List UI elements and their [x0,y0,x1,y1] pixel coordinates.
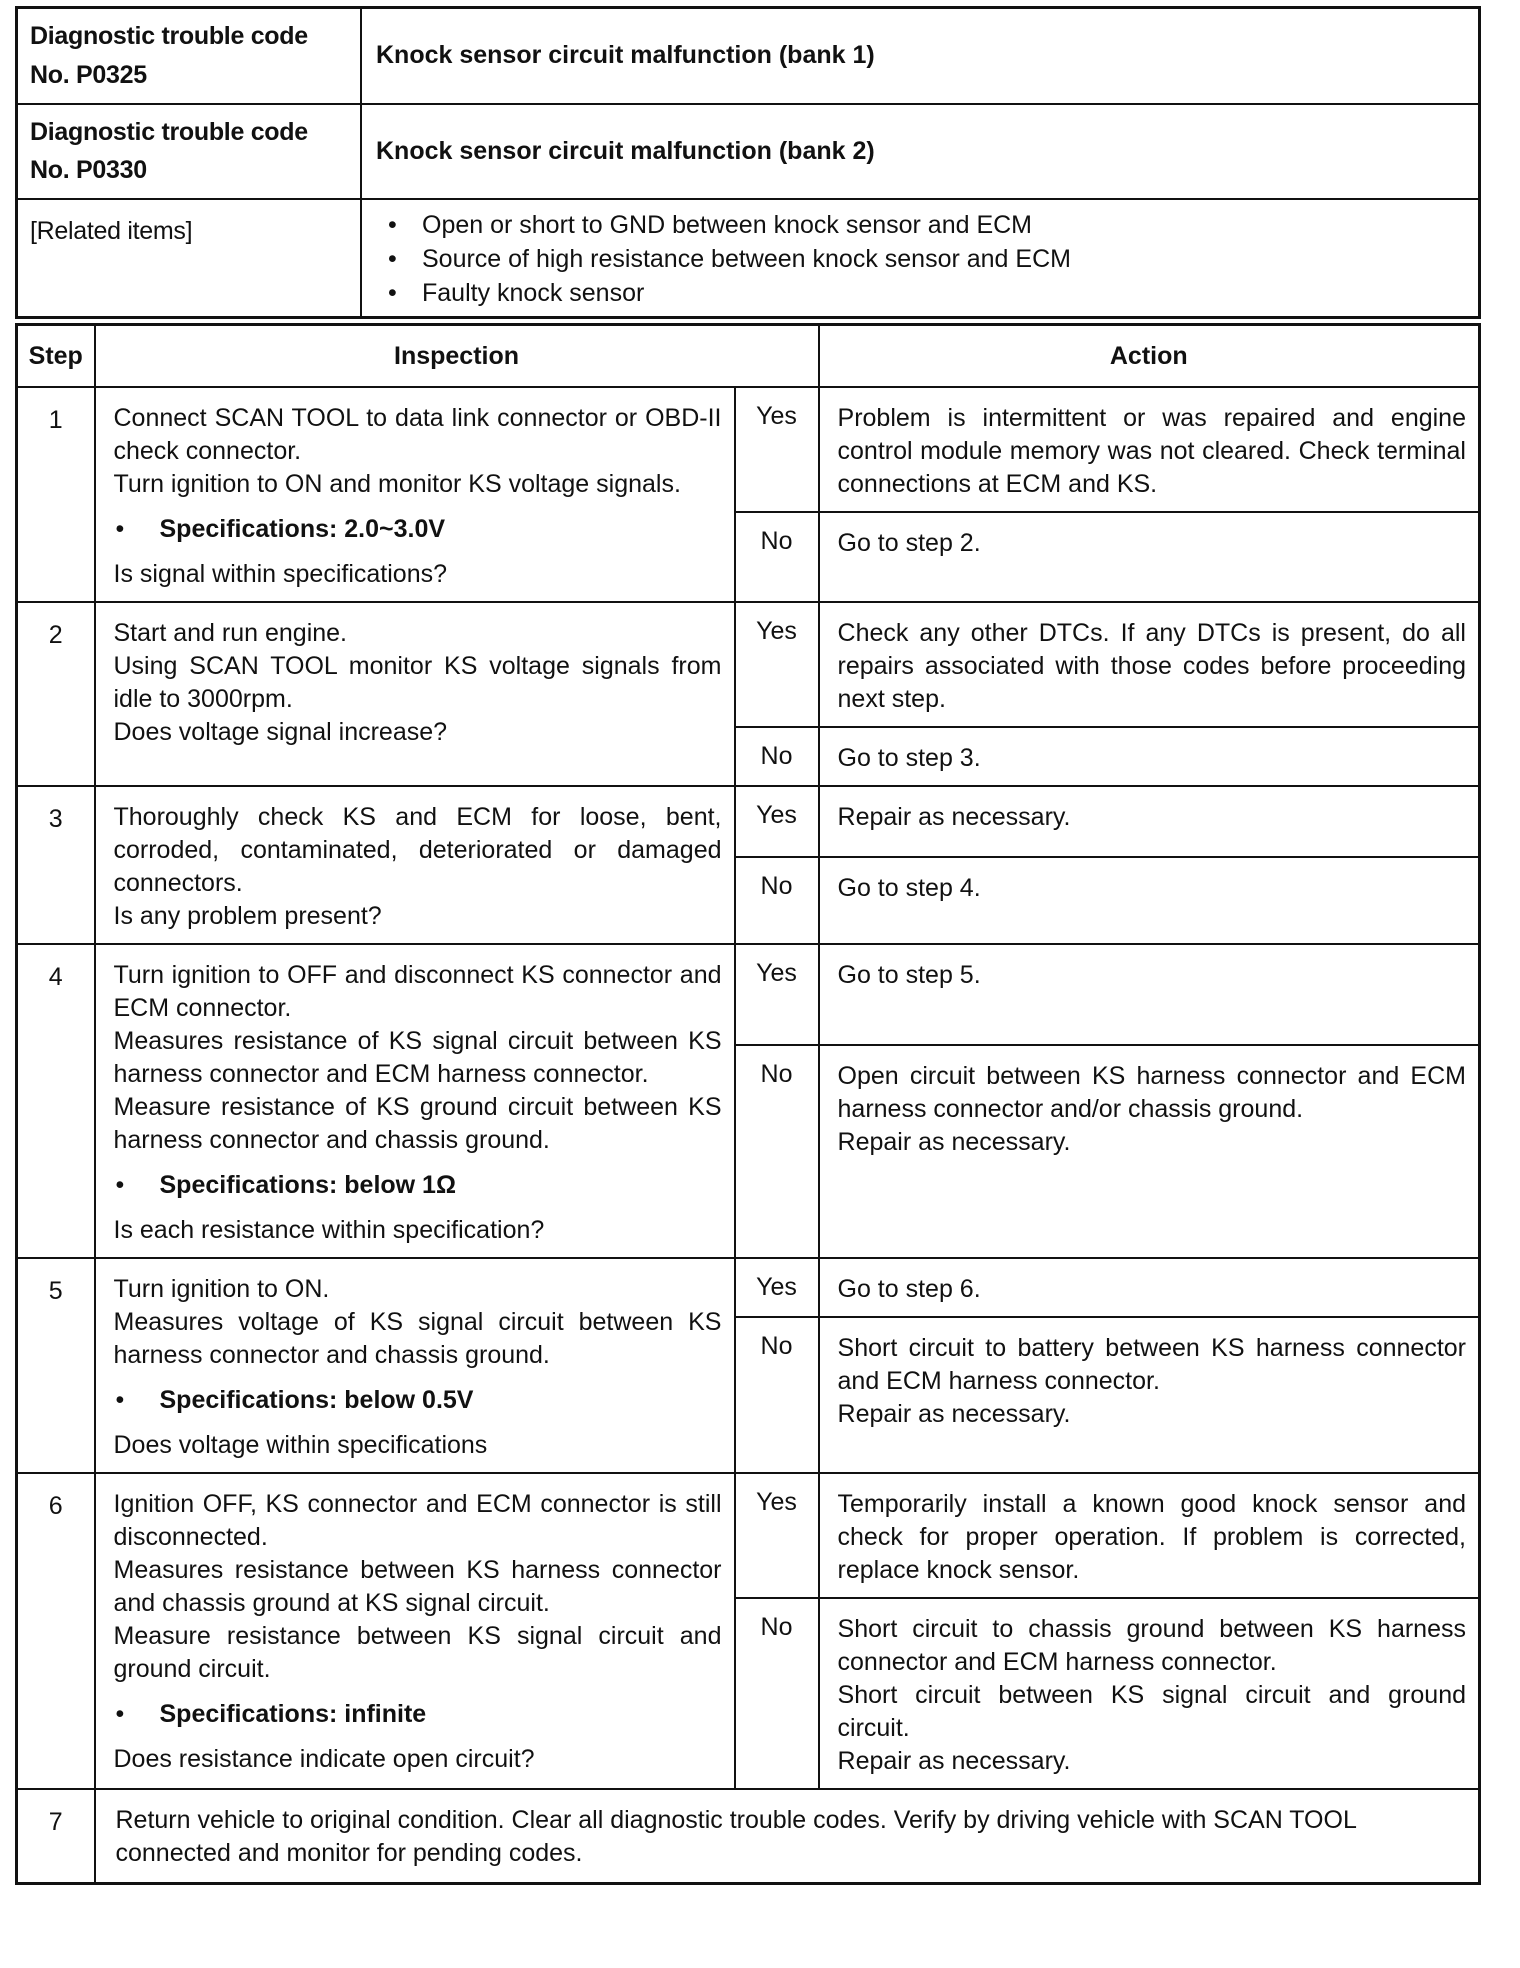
action-text: Repair as necessary. [837,1747,1071,1775]
action-text: Go to step 2. [837,529,981,557]
table-header-row [17,325,1480,388]
yes-label: Yes [735,944,819,1045]
action-text: Go to step 4. [837,874,981,902]
step-1-inspection [95,387,735,602]
inspection-question: Does resistance indicate open circuit? [113,1745,535,1773]
inspection-question: Is any problem present? [113,902,382,930]
inspection-text: Turn ignition to OFF and disconnect KS connector and ECM connector. [113,961,722,1022]
inspection-text: Connect SCAN TOOL to data link connector or OBD-II check connector. [113,404,722,465]
step-number: 3 [17,786,95,944]
related-items-list [376,208,1464,310]
yes-label: Yes [735,1473,819,1598]
step-5-yes-row [17,1258,1480,1317]
step-6-yes-row [17,1473,1480,1598]
inspection-text: Using SCAN TOOL monitor KS voltage signals from idle to 3000rpm. [113,652,722,713]
inspection-text: Turn ignition to ON and monitor KS voltage signals. [113,470,681,498]
yes-action [819,786,1480,857]
dtc-label: Diagnostic trouble code [30,117,308,146]
specification: • Specifications: below 1Ω [114,1169,722,1202]
inspection-text: Ignition OFF, KS connector and ECM connector is still disconnected. [113,1490,722,1551]
dtc-label-cell [17,104,362,200]
inspection-question: Is each resistance within specification? [113,1216,545,1244]
no-action [819,512,1480,602]
action-text: Short circuit to chassis ground between KS harness connector and ECM harness connector. [837,1615,1466,1676]
inspection-text: Measures resistance between KS harness connector and chassis ground at KS signal circuit. [113,1556,722,1617]
no-label: No [735,857,819,944]
inspection-header: Inspection [95,325,819,388]
related-items-label: [Related items] [17,199,362,318]
inspection-text: Measures resistance of KS signal circuit between KS harness connector and ECM harness connector. [113,1027,722,1088]
action-text: Repair as necessary. [837,803,1071,831]
no-action [819,1598,1480,1789]
specification: • Specifications: infinite [114,1698,722,1731]
inspection-question: Does voltage within specifications [113,1431,488,1459]
inspection-text: Measure resistance of KS ground circuit between KS harness connector and chassis ground. [113,1093,722,1154]
step-5-inspection [95,1258,735,1473]
related-item: • Open or short to GND between knock sensor and ECM [376,208,1464,242]
inspection-text: Thoroughly check KS and ECM for loose, bent, corroded, contaminated, deteriorated or damaged connectors. [113,803,722,897]
action-text: Go to step 3. [837,744,981,772]
action-text: Temporarily install a known good knock sensor and check for proper operation. If problem is corrected, replace knock sensor. [837,1490,1466,1584]
no-label: No [735,1317,819,1473]
step-6-inspection [95,1473,735,1789]
inspection-question: Does voltage signal increase? [113,718,448,746]
step-header: Step [17,325,95,388]
specification: • Specifications: 2.0~3.0V [114,513,722,546]
action-text: Short circuit between KS signal circuit and ground circuit. [837,1681,1466,1742]
inspection-text: Turn ignition to ON. [113,1275,330,1303]
yes-action [819,944,1480,1045]
dtc-code: No. P0325 [30,60,147,89]
troubleshooting-table [15,323,1481,1885]
action-text: Go to step 6. [837,1275,981,1303]
inspection-question: Is signal within specifications? [113,560,447,588]
dtc-description: Knock sensor circuit malfunction (bank 1) [361,8,1480,104]
step-2-yes-row [17,602,1480,727]
action-header: Action [819,325,1480,388]
no-action [819,1045,1480,1258]
related-item: • Faulty knock sensor [376,276,1464,310]
step-number: 1 [17,387,95,602]
inspection-text: Start and run engine. [113,619,347,647]
step-number: 2 [17,602,95,786]
yes-action [819,1473,1480,1598]
related-items-row [17,199,1480,318]
no-action [819,727,1480,786]
no-action [819,857,1480,944]
inspection-text: Measure resistance between KS signal circuit and ground circuit. [113,1622,722,1683]
step-2-inspection [95,602,735,786]
action-text: Problem is intermittent or was repaired and engine control module memory was not cleared. Check terminal connections at ECM and KS. [837,404,1466,498]
no-label: No [735,512,819,602]
no-label: No [735,1045,819,1258]
action-text: Open circuit between KS harness connector and ECM harness connector and/or chassis ground. [837,1061,1466,1123]
dtc-label-cell [17,8,362,104]
no-action [819,1317,1480,1473]
action-text: Check any other DTCs. If any DTCs is present, do all repairs associated with those codes before proceeding next step. [837,619,1466,713]
step-number: 4 [17,944,95,1258]
dtc-row-p0330 [17,104,1480,200]
dtc-code: No. P0330 [30,156,147,185]
step-number: 5 [17,1258,95,1473]
action-text: Repair as necessary. [837,1127,1071,1156]
related-item: • Source of high resistance between knock sensor and ECM [376,242,1464,276]
specification: • Specifications: below 0.5V [114,1384,722,1417]
final-step-text: Return vehicle to original condition. Clear all diagnostic trouble codes. Verify by driving vehicle with SCAN TOOL connected and monitor for pending codes. [95,1789,1480,1884]
yes-label: Yes [735,1258,819,1317]
action-text: Go to step 5. [837,961,981,989]
yes-action [819,1258,1480,1317]
step-3-yes-row [17,786,1480,857]
inspection-text: Measures voltage of KS signal circuit between KS harness connector and chassis ground. [113,1308,722,1369]
action-text: Repair as necessary. [837,1400,1071,1428]
dtc-description: Knock sensor circuit malfunction (bank 2) [361,104,1480,200]
step-number: 7 [17,1789,95,1884]
yes-action [819,387,1480,512]
step-1-yes-row [17,387,1480,512]
step-3-inspection [95,786,735,944]
step-7-row [17,1789,1480,1884]
yes-label: Yes [735,602,819,727]
dtc-label: Diagnostic trouble code [30,22,308,50]
step-4-inspection [95,944,735,1258]
dtc-row-p0325 [17,8,1480,104]
document [15,6,1483,1885]
yes-action [819,602,1480,727]
yes-label: Yes [735,786,819,857]
dtc-header-table [15,6,1481,319]
step-number: 6 [17,1473,95,1789]
step-4-yes-row [17,944,1480,1045]
related-items-cell [361,199,1480,318]
action-text: Short circuit to battery between KS harness connector and ECM harness connector. [837,1334,1466,1395]
no-label: No [735,1598,819,1789]
yes-label: Yes [735,387,819,512]
no-label: No [735,727,819,786]
